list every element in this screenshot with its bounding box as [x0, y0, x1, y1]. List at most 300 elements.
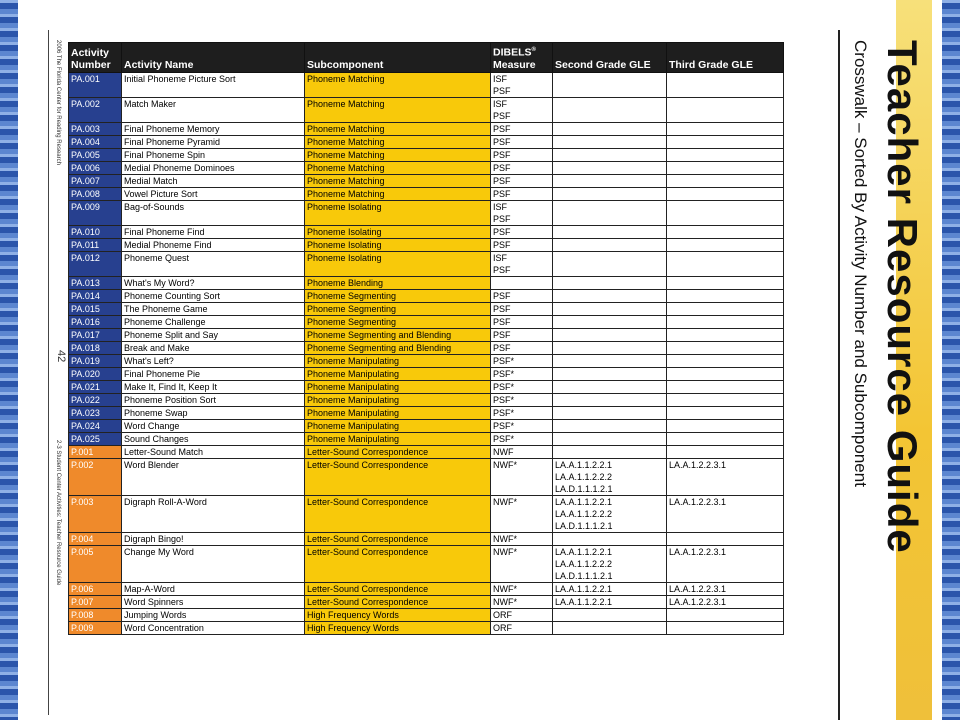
activity-name-cell-line: Word Change: [124, 420, 180, 431]
subcomponent-cell: [305, 174, 491, 187]
activity-name-cell-line: Vowel Picture Sort: [124, 188, 198, 199]
activity-name-cell-line: Final Phoneme Pyramid: [124, 136, 221, 147]
second-grade-cell: [553, 328, 667, 341]
activity-number-cell: [69, 432, 122, 445]
dibels-cell-line: PSF: [493, 316, 511, 327]
second-grade-cell: [553, 445, 667, 458]
activity-number-cell: [69, 135, 122, 148]
dibels-cell-line: PSF: [493, 264, 511, 275]
subcomponent-cell: [305, 328, 491, 341]
third-grade-cell: [667, 380, 784, 393]
subcomponent-cell-line: Phoneme Manipulating: [307, 381, 400, 392]
table-row: [69, 72, 784, 97]
third-grade-cell: [667, 187, 784, 200]
dibels-cell-line: PSF: [493, 226, 511, 237]
activity-number-cell-line: P.006: [71, 583, 94, 594]
second-grade-cell: [553, 545, 667, 582]
header-activity-number: Activity Number: [69, 43, 122, 73]
subcomponent-cell-line: Phoneme Manipulating: [307, 394, 400, 405]
second-grade-cell: [553, 393, 667, 406]
header-second-grade: Second Grade GLE: [553, 43, 667, 73]
activity-name-cell-line: Digraph Roll-A-Word: [124, 496, 207, 507]
subcomponent-cell-line: Phoneme Manipulating: [307, 433, 400, 444]
subcomponent-cell: [305, 238, 491, 251]
table-row: [69, 367, 784, 380]
activity-name-cell: [122, 393, 305, 406]
table-row: [69, 341, 784, 354]
activity-number-cell-line: PA.016: [71, 316, 100, 327]
activity-number-cell-line: PA.010: [71, 226, 100, 237]
second-grade-cell: [553, 582, 667, 595]
third-grade-cell: [667, 532, 784, 545]
subcomponent-cell: [305, 354, 491, 367]
table-row: [69, 380, 784, 393]
activity-name-cell: [122, 380, 305, 393]
activity-name-cell: [122, 161, 305, 174]
dibels-cell-line: ISF: [493, 201, 508, 212]
activity-name-cell: [122, 406, 305, 419]
subcomponent-cell: [305, 432, 491, 445]
subcomponent-cell-line: High Frequency Words: [307, 622, 399, 633]
second-grade-cell: [553, 458, 667, 495]
third-grade-cell: [667, 97, 784, 122]
subcomponent-cell-line: Phoneme Matching: [307, 149, 385, 160]
second-grade-cell-line: LA.A.1.1.2.2.1: [555, 496, 613, 507]
subcomponent-cell: [305, 367, 491, 380]
activity-name-cell-line: Medial Match: [124, 175, 178, 186]
header-activity-name: Activity Name: [122, 43, 305, 73]
subcomponent-cell: [305, 302, 491, 315]
table-row: [69, 187, 784, 200]
dibels-cell: [491, 276, 553, 289]
activity-name-cell: [122, 621, 305, 634]
dibels-cell-line: PSF: [493, 85, 511, 96]
dibels-cell-line: NWF*: [493, 596, 517, 607]
third-grade-cell: [667, 328, 784, 341]
third-grade-cell: [667, 445, 784, 458]
activity-number-cell-line: P.002: [71, 459, 94, 470]
activity-number-cell: [69, 595, 122, 608]
activity-number-cell: [69, 97, 122, 122]
activity-name-cell: [122, 289, 305, 302]
activity-number-cell: [69, 621, 122, 634]
subcomponent-cell-line: Phoneme Manipulating: [307, 420, 400, 431]
second-grade-cell: [553, 251, 667, 276]
subcomponent-cell-line: Phoneme Segmenting: [307, 290, 397, 301]
second-grade-cell: [553, 276, 667, 289]
subcomponent-cell-line: Phoneme Matching: [307, 136, 385, 147]
activity-name-cell-line: Final Phoneme Spin: [124, 149, 206, 160]
dibels-cell: [491, 302, 553, 315]
activity-name-cell-line: Word Concentration: [124, 622, 204, 633]
activity-number-cell: [69, 72, 122, 97]
page-number: 42: [55, 350, 67, 363]
dibels-cell-line: PSF*: [493, 394, 515, 405]
dibels-cell: [491, 148, 553, 161]
activity-name-cell: [122, 545, 305, 582]
activity-number-cell: [69, 225, 122, 238]
dibels-cell-line: PSF*: [493, 407, 515, 418]
activity-number-cell: [69, 315, 122, 328]
subcomponent-cell: [305, 445, 491, 458]
left-margin-text: [55, 40, 65, 690]
subcomponent-cell: [305, 621, 491, 634]
dibels-cell-line: PSF: [493, 239, 511, 250]
activity-number-cell-line: PA.006: [71, 162, 100, 173]
subcomponent-cell-line: Letter-Sound Correspondence: [307, 533, 429, 544]
activity-number-cell-line: P.001: [71, 446, 94, 457]
activity-number-cell-line: PA.002: [71, 98, 100, 109]
subcomponent-cell-line: Phoneme Matching: [307, 98, 385, 109]
left-margin-rule: [48, 30, 49, 715]
activity-number-cell-line: P.008: [71, 609, 94, 620]
activity-name-cell-line: Match Maker: [124, 98, 177, 109]
second-grade-cell: [553, 122, 667, 135]
activity-name-cell-line: Phoneme Swap: [124, 407, 188, 418]
header-measure: Measure: [493, 58, 536, 71]
dibels-cell-line: ORF: [493, 622, 512, 633]
second-grade-cell: [553, 608, 667, 621]
table-row: [69, 161, 784, 174]
activity-name-cell-line: Medial Phoneme Find: [124, 239, 212, 250]
second-grade-cell: [553, 354, 667, 367]
third-grade-cell: [667, 148, 784, 161]
activity-name-cell-line: Initial Phoneme Picture Sort: [124, 73, 236, 84]
activity-number-cell-line: PA.007: [71, 175, 100, 186]
subcomponent-cell-line: Phoneme Matching: [307, 188, 385, 199]
second-grade-cell-line: LA.A.1.1.2.2.2: [555, 508, 613, 519]
third-grade-cell: [667, 161, 784, 174]
third-grade-cell: [667, 582, 784, 595]
subcomponent-cell: [305, 341, 491, 354]
table-row: [69, 302, 784, 315]
activity-number-cell-line: PA.017: [71, 329, 100, 340]
dibels-cell-line: PSF*: [493, 355, 515, 366]
table-row: [69, 200, 784, 225]
dibels-cell-line: PSF: [493, 329, 511, 340]
activity-name-cell: [122, 187, 305, 200]
dibels-cell: [491, 595, 553, 608]
activity-name-cell: [122, 97, 305, 122]
second-grade-cell-line: LA.A.1.1.2.2.1: [555, 583, 613, 594]
dibels-cell: [491, 289, 553, 302]
subcomponent-cell: [305, 315, 491, 328]
second-grade-cell: [553, 238, 667, 251]
dibels-cell-line: ISF: [493, 73, 508, 84]
right-background-edge: [942, 0, 960, 720]
subcomponent-cell-line: Letter-Sound Correspondence: [307, 459, 429, 470]
subcomponent-cell-line: Phoneme Manipulating: [307, 407, 400, 418]
second-grade-cell: [553, 406, 667, 419]
dibels-cell: [491, 621, 553, 634]
dibels-cell-line: PSF: [493, 303, 511, 314]
activity-name-cell-line: Bag-of-Sounds: [124, 201, 185, 212]
third-grade-cell: [667, 545, 784, 582]
table-row: [69, 135, 784, 148]
third-grade-cell: [667, 458, 784, 495]
dibels-cell-line: PSF: [493, 162, 511, 173]
dibels-cell: [491, 97, 553, 122]
second-grade-cell-line: LA.A.1.1.2.2.2: [555, 471, 613, 482]
table-row: [69, 276, 784, 289]
dibels-cell-line: NWF*: [493, 546, 517, 557]
third-grade-cell: [667, 621, 784, 634]
table-row: [69, 495, 784, 532]
dibels-cell: [491, 393, 553, 406]
activity-number-cell-line: PA.005: [71, 149, 100, 160]
second-grade-cell: [553, 419, 667, 432]
dibels-cell-line: NWF*: [493, 583, 517, 594]
activity-name-cell: [122, 495, 305, 532]
third-grade-cell: [667, 302, 784, 315]
subcomponent-cell: [305, 276, 491, 289]
dibels-cell-line: PSF: [493, 175, 511, 186]
subcomponent-cell-line: Letter-Sound Correspondence: [307, 583, 429, 594]
activity-name-cell: [122, 582, 305, 595]
subcomponent-cell: [305, 380, 491, 393]
dibels-cell: [491, 251, 553, 276]
activity-number-cell: [69, 445, 122, 458]
subcomponent-cell-line: High Frequency Words: [307, 609, 399, 620]
third-grade-cell: [667, 432, 784, 445]
dibels-cell: [491, 458, 553, 495]
third-grade-cell: [667, 341, 784, 354]
dibels-cell: [491, 380, 553, 393]
activity-name-cell-line: Sound Changes: [124, 433, 189, 444]
second-grade-cell: [553, 97, 667, 122]
activity-name-cell-line: Change My Word: [124, 546, 194, 557]
activity-name-cell-line: Final Phoneme Memory: [124, 123, 220, 134]
activity-number-cell: [69, 251, 122, 276]
third-grade-cell: [667, 225, 784, 238]
activity-number-cell: [69, 545, 122, 582]
header-subcomponent: Subcomponent: [305, 43, 491, 73]
dibels-cell-line: ISF: [493, 252, 508, 263]
third-grade-cell-line: LA.A.1.2.2.3.1: [669, 496, 727, 507]
dibels-cell-line: PSF: [493, 123, 511, 134]
dibels-cell: [491, 238, 553, 251]
subcomponent-cell-line: Phoneme Isolating: [307, 252, 382, 263]
activity-name-cell: [122, 315, 305, 328]
activity-number-cell-line: PA.012: [71, 252, 100, 263]
third-grade-cell: [667, 276, 784, 289]
table-row: [69, 432, 784, 445]
subcomponent-cell: [305, 608, 491, 621]
subcomponent-cell-line: Phoneme Matching: [307, 123, 385, 134]
activity-name-cell: [122, 225, 305, 238]
activity-name-cell-line: Phoneme Challenge: [124, 316, 206, 327]
subcomponent-cell: [305, 97, 491, 122]
third-grade-cell: [667, 367, 784, 380]
activity-number-cell: [69, 187, 122, 200]
dibels-cell-line: PSF*: [493, 381, 515, 392]
second-grade-cell: [553, 174, 667, 187]
table-row: [69, 532, 784, 545]
dibels-cell-line: PSF*: [493, 368, 515, 379]
activity-name-cell: [122, 432, 305, 445]
third-grade-cell: [667, 595, 784, 608]
activity-name-cell-line: Digraph Bingo!: [124, 533, 184, 544]
third-grade-cell: [667, 354, 784, 367]
third-grade-cell: [667, 608, 784, 621]
table-row: [69, 595, 784, 608]
dibels-cell: [491, 354, 553, 367]
activity-number-cell-line: PA.019: [71, 355, 100, 366]
activity-number-cell-line: PA.023: [71, 407, 100, 418]
second-grade-cell-line: LA.A.1.1.2.2.1: [555, 596, 613, 607]
activity-number-cell: [69, 608, 122, 621]
second-grade-cell: [553, 72, 667, 97]
table-row: [69, 445, 784, 458]
header-dibels-sup: ®: [531, 47, 536, 53]
activity-number-cell-line: PA.008: [71, 188, 100, 199]
activity-name-cell: [122, 238, 305, 251]
activity-name-cell: [122, 251, 305, 276]
activity-number-cell: [69, 161, 122, 174]
subcomponent-cell-line: Letter-Sound Correspondence: [307, 446, 429, 457]
dibels-cell: [491, 225, 553, 238]
activity-name-cell: [122, 445, 305, 458]
second-grade-cell: [553, 148, 667, 161]
second-grade-cell: [553, 302, 667, 315]
subcomponent-cell-line: Phoneme Isolating: [307, 239, 382, 250]
activity-number-cell-line: PA.011: [71, 239, 100, 250]
dibels-cell: [491, 406, 553, 419]
activity-number-cell-line: P.004: [71, 533, 94, 544]
activity-name-cell: [122, 367, 305, 380]
table-row: [69, 393, 784, 406]
activity-name-cell-line: Make It, Find It, Keep It: [124, 381, 218, 392]
subcomponent-cell: [305, 200, 491, 225]
dibels-cell: [491, 135, 553, 148]
activity-name-cell: [122, 419, 305, 432]
activity-number-cell: [69, 406, 122, 419]
third-grade-cell: [667, 122, 784, 135]
third-grade-cell: [667, 393, 784, 406]
second-grade-cell: [553, 532, 667, 545]
activity-name-cell-line: Letter-Sound Match: [124, 446, 204, 457]
header-third-grade: Third Grade GLE: [667, 43, 784, 73]
subcomponent-cell: [305, 289, 491, 302]
activity-name-cell-line: Jumping Words: [124, 609, 187, 620]
activity-number-cell-line: P.009: [71, 622, 94, 633]
activity-number-cell-line: PA.021: [71, 381, 100, 392]
subcomponent-cell: [305, 532, 491, 545]
activity-number-cell: [69, 302, 122, 315]
activity-number-cell-line: P.007: [71, 596, 94, 607]
page-title: Teacher Resource Guide: [879, 40, 926, 554]
table-row: [69, 458, 784, 495]
dibels-cell: [491, 341, 553, 354]
dibels-cell-line: PSF: [493, 213, 511, 224]
dibels-cell-line: PSF: [493, 188, 511, 199]
table-row: [69, 289, 784, 302]
dibels-cell: [491, 161, 553, 174]
dibels-cell: [491, 328, 553, 341]
activity-number-cell: [69, 238, 122, 251]
activity-number-cell-line: PA.001: [71, 73, 100, 84]
dibels-cell: [491, 419, 553, 432]
second-grade-cell-line: LA.D.1.1.1.2.1: [555, 520, 613, 531]
crosswalk-table: [68, 42, 784, 635]
dibels-cell-line: NWF*: [493, 496, 517, 507]
activity-name-cell: [122, 174, 305, 187]
activity-name-cell: [122, 200, 305, 225]
third-grade-cell: [667, 135, 784, 148]
subcomponent-cell-line: Phoneme Segmenting and Blending: [307, 342, 452, 353]
activity-number-cell-line: PA.004: [71, 136, 100, 147]
activity-number-cell-line: PA.009: [71, 201, 100, 212]
dibels-cell: [491, 608, 553, 621]
activity-number-cell: [69, 289, 122, 302]
activity-number-cell-line: PA.020: [71, 368, 100, 379]
table-row: [69, 328, 784, 341]
subcomponent-cell-line: Phoneme Segmenting: [307, 316, 397, 327]
activity-number-cell: [69, 174, 122, 187]
activity-name-cell: [122, 72, 305, 97]
third-grade-cell-line: LA.A.1.2.2.3.1: [669, 459, 727, 470]
second-grade-cell-line: LA.A.1.1.2.2.1: [555, 546, 613, 557]
second-grade-cell-line: LA.A.1.1.2.2.1: [555, 459, 613, 470]
activity-name-cell-line: Phoneme Position Sort: [124, 394, 217, 405]
third-grade-cell: [667, 419, 784, 432]
subcomponent-cell: [305, 419, 491, 432]
dibels-cell-line: PSF*: [493, 433, 515, 444]
dibels-cell: [491, 72, 553, 97]
activity-name-cell-line: What's My Word?: [124, 277, 195, 288]
subcomponent-cell: [305, 135, 491, 148]
activity-number-cell-line: P.003: [71, 496, 94, 507]
activity-number-cell-line: PA.014: [71, 290, 100, 301]
activity-number-cell: [69, 582, 122, 595]
dibels-cell-line: PSF: [493, 110, 511, 121]
dibels-cell-line: [493, 277, 550, 289]
subcomponent-cell: [305, 495, 491, 532]
title-block: [838, 40, 926, 680]
activity-number-cell-line: PA.013: [71, 277, 100, 288]
dibels-cell: [491, 495, 553, 532]
activity-number-cell: [69, 458, 122, 495]
activity-name-cell: [122, 135, 305, 148]
subcomponent-cell-line: Phoneme Isolating: [307, 201, 382, 212]
second-grade-cell: [553, 187, 667, 200]
third-grade-cell: [667, 406, 784, 419]
table-row: [69, 582, 784, 595]
activity-name-cell-line: Break and Make: [124, 342, 190, 353]
table-row: [69, 122, 784, 135]
subcomponent-cell-line: Phoneme Blending: [307, 277, 384, 288]
subcomponent-cell: [305, 458, 491, 495]
subcomponent-cell: [305, 187, 491, 200]
activity-number-cell-line: PA.018: [71, 342, 100, 353]
second-grade-cell: [553, 225, 667, 238]
dibels-cell: [491, 315, 553, 328]
page-subtitle: Crosswalk – Sorted By Activity Number and Subcomponent: [851, 40, 870, 487]
activity-number-cell: [69, 354, 122, 367]
dibels-cell: [491, 432, 553, 445]
copyright-text: 2006 The Florida Center for Reading Research: [55, 40, 61, 165]
subcomponent-cell-line: Letter-Sound Correspondence: [307, 496, 429, 507]
left-background-edge: [0, 0, 18, 720]
activity-number-cell: [69, 532, 122, 545]
second-grade-cell: [553, 315, 667, 328]
subcomponent-cell-line: Phoneme Matching: [307, 175, 385, 186]
header-dibels: DIBELS: [493, 46, 532, 59]
subcomponent-cell-line: Phoneme Segmenting: [307, 303, 397, 314]
dibels-cell-line: NWF*: [493, 533, 517, 544]
table-row: [69, 148, 784, 161]
activity-number-cell-line: PA.003: [71, 123, 100, 134]
